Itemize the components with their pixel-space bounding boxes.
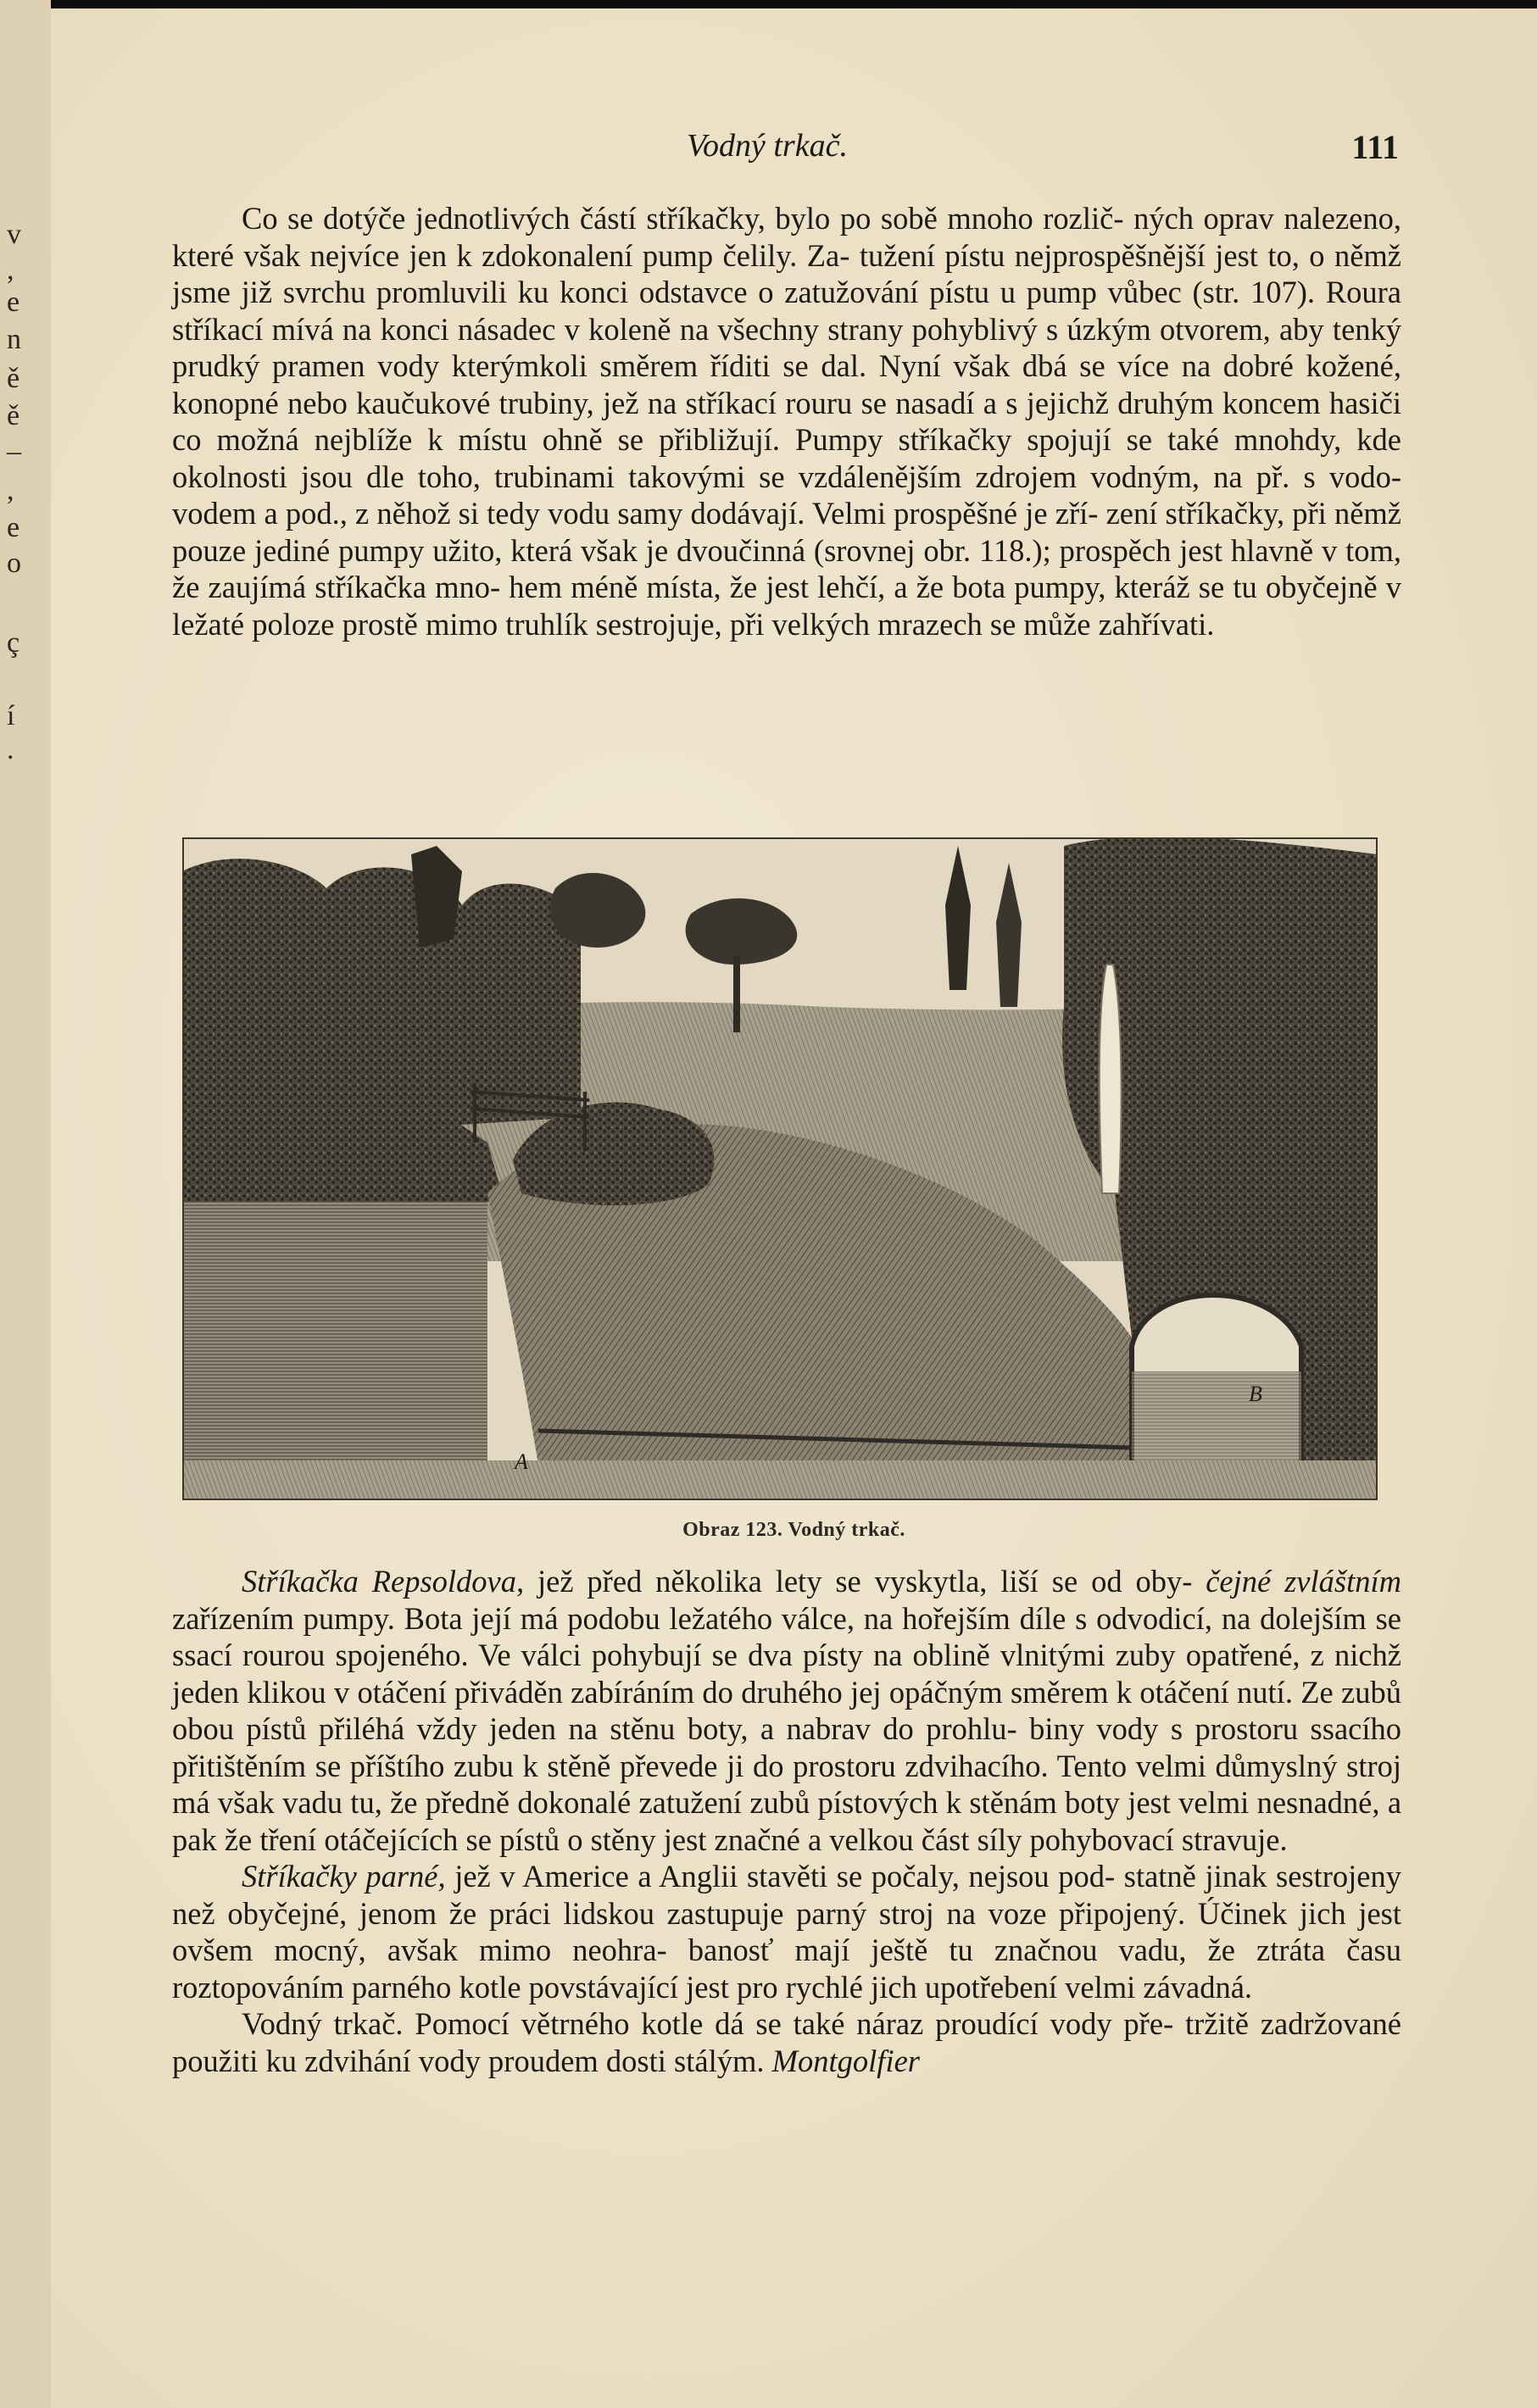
margin-fragment: e [7,286,20,318]
text-line: banosť mají ještě tu značnou vadu, že ztráta času roztopováním parného [172,1933,1401,2005]
text-line: Pomocí větrného kotle dá se také náraz proudící vody pře- [403,2006,1174,2041]
term-hydraulic-ram: Vodný trkač. [242,2006,404,2041]
margin-fragment: . [7,734,14,765]
term-steam-pumps: Stříkačky parné, [242,1859,446,1894]
text-line: do prostoru zdvihacího. Tento velmi důmyslný stroj má však vadu tu, že [172,1748,1402,1820]
margin-fragment: n [7,324,21,355]
name-montgolfier: Montgolfier [771,2043,920,2078]
figure-caption: Obraz 123. Vodný trkač. [682,1519,905,1541]
margin-fragment: ě [7,400,20,431]
previous-page-margin [0,0,51,2408]
text-line: Ze zubů obou pístů přiléhá vždy jeden na stěnu boty, a nabrav do prohlu- [172,1674,1402,1746]
paragraph-fire-pump-details [172,200,1401,642]
margin-fragment: v [7,219,21,250]
text-emphasis: čejné zvláštním [1206,1564,1401,1599]
page-header [178,127,1399,175]
text-line: kotle povstávající jest pro rychlé jich upotřebení velmi závadná. [459,1969,1253,2005]
text-line: stroj na voze připojený. Účinek jich jest ovšem mocný, avšak mimo neohra- [172,1895,1402,1967]
text-line: předně dokonalé zatužení zubů pístových k stěnám boty jest velmi nesnadné, [425,1785,1380,1820]
paragraph-repsold-pump [172,1563,1401,2079]
running-title: Vodný trkač. [687,128,848,164]
text-line: jež před několika lety se vyskytla, liší se od oby- [524,1564,1193,1599]
margin-fragment: , [7,254,14,286]
text-line: zahřívati. [1098,606,1215,642]
engraving-illustration [182,837,1378,1500]
margin-fragment: , [7,475,14,506]
margin-fragment: í [7,700,15,731]
text-line: v ležaté poloze prostě mimo truhlík sestrojuje, při velkých mrazech se může [172,570,1401,642]
text-line: na konci násadec v koleně na všechny strany pohyblivý s úzkým otvorem, aby [342,311,1324,347]
text-line: přibližují. Pumpy stříkačky spojují se také mnohdy, kde okolnosti jsou dle [172,422,1402,494]
figure-label-a: A [515,1449,528,1474]
margin-fragment: ç [7,627,20,659]
text-line: v otáčení přiváděn zabíráním do druhého jej opáčným směrem k otáčení nutí. [333,1674,1293,1710]
figure-label-b: B [1249,1382,1262,1406]
margin-fragment: e [7,512,20,543]
text-line: konci odstavce o zatužování pístu u pump vůbec (str. 107). Roura stříkací mívá [172,275,1401,347]
margin-fragment: ě [7,363,20,394]
text-line: biny vody s prostoru ssacího přitištěním se příštího zubu k stěně převede ji [172,1711,1401,1783]
text-line: a pak že tření otáčejících se pístů o stěny jest značné a velkou část síly [172,1785,1402,1857]
text-line: hořejším díle s odvodicí, na dolejším se ssací rourou spojeného. Ve válci [172,1600,1402,1672]
text-line: se nasadí a s jejichž druhým koncem hasiči co možná nejblíže k místu ohně se [172,385,1401,457]
text-line: se více na dobré kožené, konopné nebo kaučukové trubiny, jež na stříkací rouru [172,348,1401,420]
book-page [51,8,1537,2408]
page-number: 111 [1351,128,1399,166]
text-line: pohybují se dva písty na oblině vlnitými zuby opatřené, z nichž jeden klikou [172,1638,1401,1710]
text-line: toho, trubinami takovými se vzdálenějším zdrojem vodným, na př. s vodo- [417,459,1401,494]
margin-fragment: – [7,436,21,467]
text-line: tenký prudký pramen vody kterýmkoli směrem říditi se dal. Nyní však dbá [172,311,1402,383]
text-line: pohybovací stravuje. [1029,1821,1288,1857]
term-repsold-pump: Stříkačka Repsoldova, [242,1564,525,1599]
text-line: (srovnej obr. 118.); prospěch jest hlavně v tom, že zaujímá stříkačka mno- [172,532,1401,604]
text-line: Co se dotýče jednotlivých částí stříkačky, bylo po sobě mnoho rozlič- [242,201,1124,236]
text-line: zení stříkačky, při němž pouze jediné pumpy užito, která však je dvoučinná [172,496,1401,568]
text-line: statně jinak sestrojeny než obyčejné, jenom že práci lidskou zastupuje parný [172,1859,1401,1931]
text-line: jež v Americe a Anglii stavěti se počaly, nejsou pod- [445,1859,1116,1894]
margin-fragment: o [7,548,21,579]
text-line: vodem a pod., z něhož si tedy vodu samy dodávají. Velmi prospěšné je zří- [172,496,1099,531]
text-line: tužení pístu nejprospěšnější jest to, o němž jsme již svrchu promluvili ku [172,237,1401,309]
text-line: hem méně místa, že jest lehčí, a že bota pumpy, kteráž se tu obyčejně [509,570,1378,604]
text-line: zařízením pumpy. Bota její má podobu ležatého válce, na [172,1600,894,1636]
text-line: tržitě zadržované použiti ku zdvihání vody proudem dosti stálým. [172,2006,1402,2078]
hydraulic-ram-engraving [182,837,1378,1500]
text-line: ných oprav nalezeno, které však nejvíce jen k zdokonalení pump čelily. Za- [172,201,1402,273]
